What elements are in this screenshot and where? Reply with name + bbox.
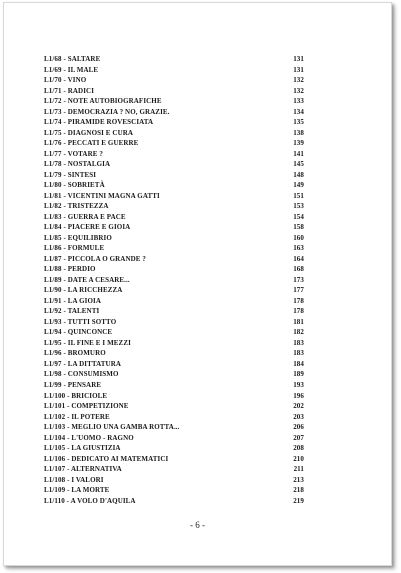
document-page — [3, 2, 392, 566]
toc-entry-title: L1/75 - DIAGNOSI E CURA — [44, 128, 134, 137]
toc-entry-title: L1/94 - QUINCONCE — [44, 328, 113, 337]
toc-entry-page-number: 139 — [293, 139, 304, 148]
toc-entry-page-number: 196 — [293, 391, 304, 400]
toc-entry — [44, 55, 304, 66]
toc-entry — [44, 434, 304, 445]
toc-entry-page-number: 177 — [293, 286, 304, 295]
toc-entry — [44, 118, 304, 129]
toc-entry-page-number: 203 — [293, 412, 304, 421]
toc-entry-title: L1/72 - NOTE AUTOBIOGRAFICHE — [44, 97, 162, 106]
toc-entry — [44, 455, 304, 466]
toc-entry-page-number: 135 — [293, 118, 304, 127]
toc-entry-title: L1/102 - IL POTERE — [44, 412, 110, 421]
toc-entry — [44, 307, 304, 318]
toc-entry-title: L1/99 - PENSARE — [44, 380, 102, 389]
toc-entry — [44, 328, 304, 339]
toc-entry-title: L1/84 - PIACERE E GIOIA — [44, 223, 131, 232]
toc-entry-title: L1/93 - TUTTI SOTTO — [44, 317, 117, 326]
toc-entry — [44, 423, 304, 434]
toc-entry — [44, 97, 304, 108]
toc-entry — [44, 66, 304, 77]
toc-entry-page-number: 154 — [293, 212, 304, 221]
toc-entry-page-number: 163 — [293, 244, 304, 253]
toc-entry — [44, 223, 304, 234]
toc-entry — [44, 255, 304, 266]
toc-entry-title: L1/76 - PECCATI E GUERRE — [44, 139, 139, 148]
table-of-contents — [44, 55, 304, 507]
toc-entry — [44, 413, 304, 424]
toc-entry — [44, 213, 304, 224]
toc-entry-title: L1/96 - BROMURO — [44, 349, 106, 358]
toc-entry-title: L1/77 - VOTARE ? — [44, 149, 103, 158]
toc-entry-page-number: 210 — [293, 454, 304, 463]
toc-entry — [44, 465, 304, 476]
toc-entry — [44, 297, 304, 308]
toc-entry-title: L1/86 - FORMULE — [44, 244, 105, 253]
toc-entry — [44, 171, 304, 182]
toc-entry-page-number: 131 — [293, 65, 304, 74]
toc-entry-page-number: 151 — [293, 191, 304, 200]
toc-entry-title: L1/78 - NOSTALGIA — [44, 160, 111, 169]
toc-entry-page-number: 153 — [293, 202, 304, 211]
toc-entry — [44, 76, 304, 87]
toc-entry-page-number: 183 — [293, 349, 304, 358]
toc-entry — [44, 339, 304, 350]
toc-entry-page-number: 211 — [293, 465, 304, 474]
toc-entry — [44, 444, 304, 455]
toc-entry — [44, 234, 304, 245]
toc-entry-page-number: 134 — [293, 107, 304, 116]
toc-entry-page-number: 189 — [293, 370, 304, 379]
toc-entry-page-number: 160 — [293, 233, 304, 242]
toc-entry-page-number: 149 — [293, 181, 304, 190]
toc-entry-title: L1/101 - COMPETIZIONE — [44, 402, 129, 411]
toc-entry-page-number: 208 — [293, 444, 304, 453]
toc-entry-title: L1/81 - VICENTINI MAGNA GATTI — [44, 191, 160, 200]
toc-entry-page-number: 131 — [293, 55, 304, 63]
toc-entry — [44, 108, 304, 119]
toc-entry-title: L1/73 - DEMOCRAZIA ? NO, GRAZIE. — [44, 107, 170, 116]
toc-entry-title: L1/89 - DATE A CESARE... — [44, 275, 130, 284]
toc-entry-title: L1/83 - GUERRA E PACE — [44, 212, 126, 221]
toc-entry-title: L1/98 - CONSUMISMO — [44, 370, 119, 379]
toc-entry-page-number: 213 — [293, 475, 304, 484]
toc-entry-page-number: 158 — [293, 223, 304, 232]
toc-entry — [44, 370, 304, 381]
toc-entry-title: L1/74 - PIRAMIDE ROVESCIATA — [44, 118, 154, 127]
toc-entry-page-number: 202 — [293, 402, 304, 411]
page-number: - 6 - — [190, 520, 205, 530]
toc-entry — [44, 181, 304, 192]
toc-entry-page-number: 164 — [293, 254, 304, 263]
toc-entry-title: L1/95 - IL FINE E I MEZZI — [44, 338, 131, 347]
toc-entry-page-number: 138 — [293, 128, 304, 137]
toc-entry-title: L1/106 - DEDICATO AI MATEMATICI — [44, 454, 169, 463]
toc-entry-page-number: 206 — [293, 423, 304, 432]
toc-entry-page-number: 173 — [293, 275, 304, 284]
toc-entry-title: L1/108 - I VALORI — [44, 475, 104, 484]
toc-entry — [44, 486, 304, 497]
toc-entry — [44, 497, 304, 508]
toc-entry-title: L1/87 - PICCOLA O GRANDE ? — [44, 254, 146, 263]
toc-entry — [44, 192, 304, 203]
toc-entry-title: L1/100 - BRICIOLE — [44, 391, 108, 400]
toc-entry — [44, 87, 304, 98]
toc-entry — [44, 139, 304, 150]
toc-entry-page-number: 132 — [293, 86, 304, 95]
toc-entry-title: L1/109 - LA MORTE — [44, 486, 110, 495]
toc-entry-title: L1/110 - A VOLO D'AQUILA — [44, 496, 136, 505]
toc-entry — [44, 244, 304, 255]
toc-entry-page-number: 132 — [293, 76, 304, 85]
toc-entry-page-number: 184 — [293, 359, 304, 368]
toc-entry-page-number: 218 — [293, 486, 304, 495]
toc-entry-title: L1/105 - LA GIUSTIZIA — [44, 444, 121, 453]
toc-entry-title: L1/85 - EQUILIBRIO — [44, 233, 112, 242]
toc-entry-page-number: 168 — [293, 265, 304, 274]
toc-entry — [44, 265, 304, 276]
toc-entry — [44, 476, 304, 487]
toc-entry-page-number: 141 — [293, 149, 304, 158]
toc-entry-title: L1/68 - SALTARE — [44, 55, 101, 63]
toc-entry-title: L1/71 - RADICI — [44, 86, 95, 95]
toc-entry-page-number: 183 — [293, 338, 304, 347]
toc-entry-title: L1/107 - ALTERNATIVA — [44, 465, 122, 474]
toc-entry-page-number: 207 — [293, 433, 304, 442]
toc-entry-page-number: 182 — [293, 328, 304, 337]
toc-entry-title: L1/97 - LA DITTATURA — [44, 359, 122, 368]
toc-entry — [44, 381, 304, 392]
toc-entry-title: L1/104 - L'UOMO - RAGNO — [44, 433, 134, 442]
toc-entry-title: L1/69 - IL MALE — [44, 65, 99, 74]
toc-entry — [44, 349, 304, 360]
toc-entry-title: L1/80 - SOBRIETÀ — [44, 181, 105, 190]
toc-entry — [44, 202, 304, 213]
toc-entry — [44, 392, 304, 403]
toc-entry-title: L1/91 - LA GIOIA — [44, 296, 102, 305]
toc-entry-page-number: 219 — [293, 496, 304, 505]
toc-entry-page-number: 181 — [293, 317, 304, 326]
toc-entry — [44, 402, 304, 413]
toc-entry-title: L1/70 - VINO — [44, 76, 87, 85]
toc-entry — [44, 360, 304, 371]
toc-entry — [44, 129, 304, 140]
toc-entry-page-number: 145 — [293, 160, 304, 169]
toc-entry — [44, 286, 304, 297]
toc-entry-page-number: 193 — [293, 380, 304, 389]
toc-entry-page-number: 178 — [293, 307, 304, 316]
toc-entry-page-number: 148 — [293, 170, 304, 179]
toc-entry-title: L1/82 - TRISTEZZA — [44, 202, 109, 211]
toc-entry-page-number: 178 — [293, 296, 304, 305]
toc-entry — [44, 318, 304, 329]
toc-entry-title: L1/88 - PERDIO — [44, 265, 96, 274]
toc-entry-title: L1/92 - TALENTI — [44, 307, 100, 316]
toc-entry — [44, 276, 304, 287]
toc-entry-title: L1/79 - SINTESI — [44, 170, 97, 179]
toc-entry — [44, 160, 304, 171]
toc-entry-page-number: 133 — [293, 97, 304, 106]
toc-entry-title: L1/103 - MEGLIO UNA GAMBA ROTTA... — [44, 423, 180, 432]
toc-entry-title: L1/90 - LA RICCHEZZA — [44, 286, 123, 295]
toc-entry — [44, 150, 304, 161]
